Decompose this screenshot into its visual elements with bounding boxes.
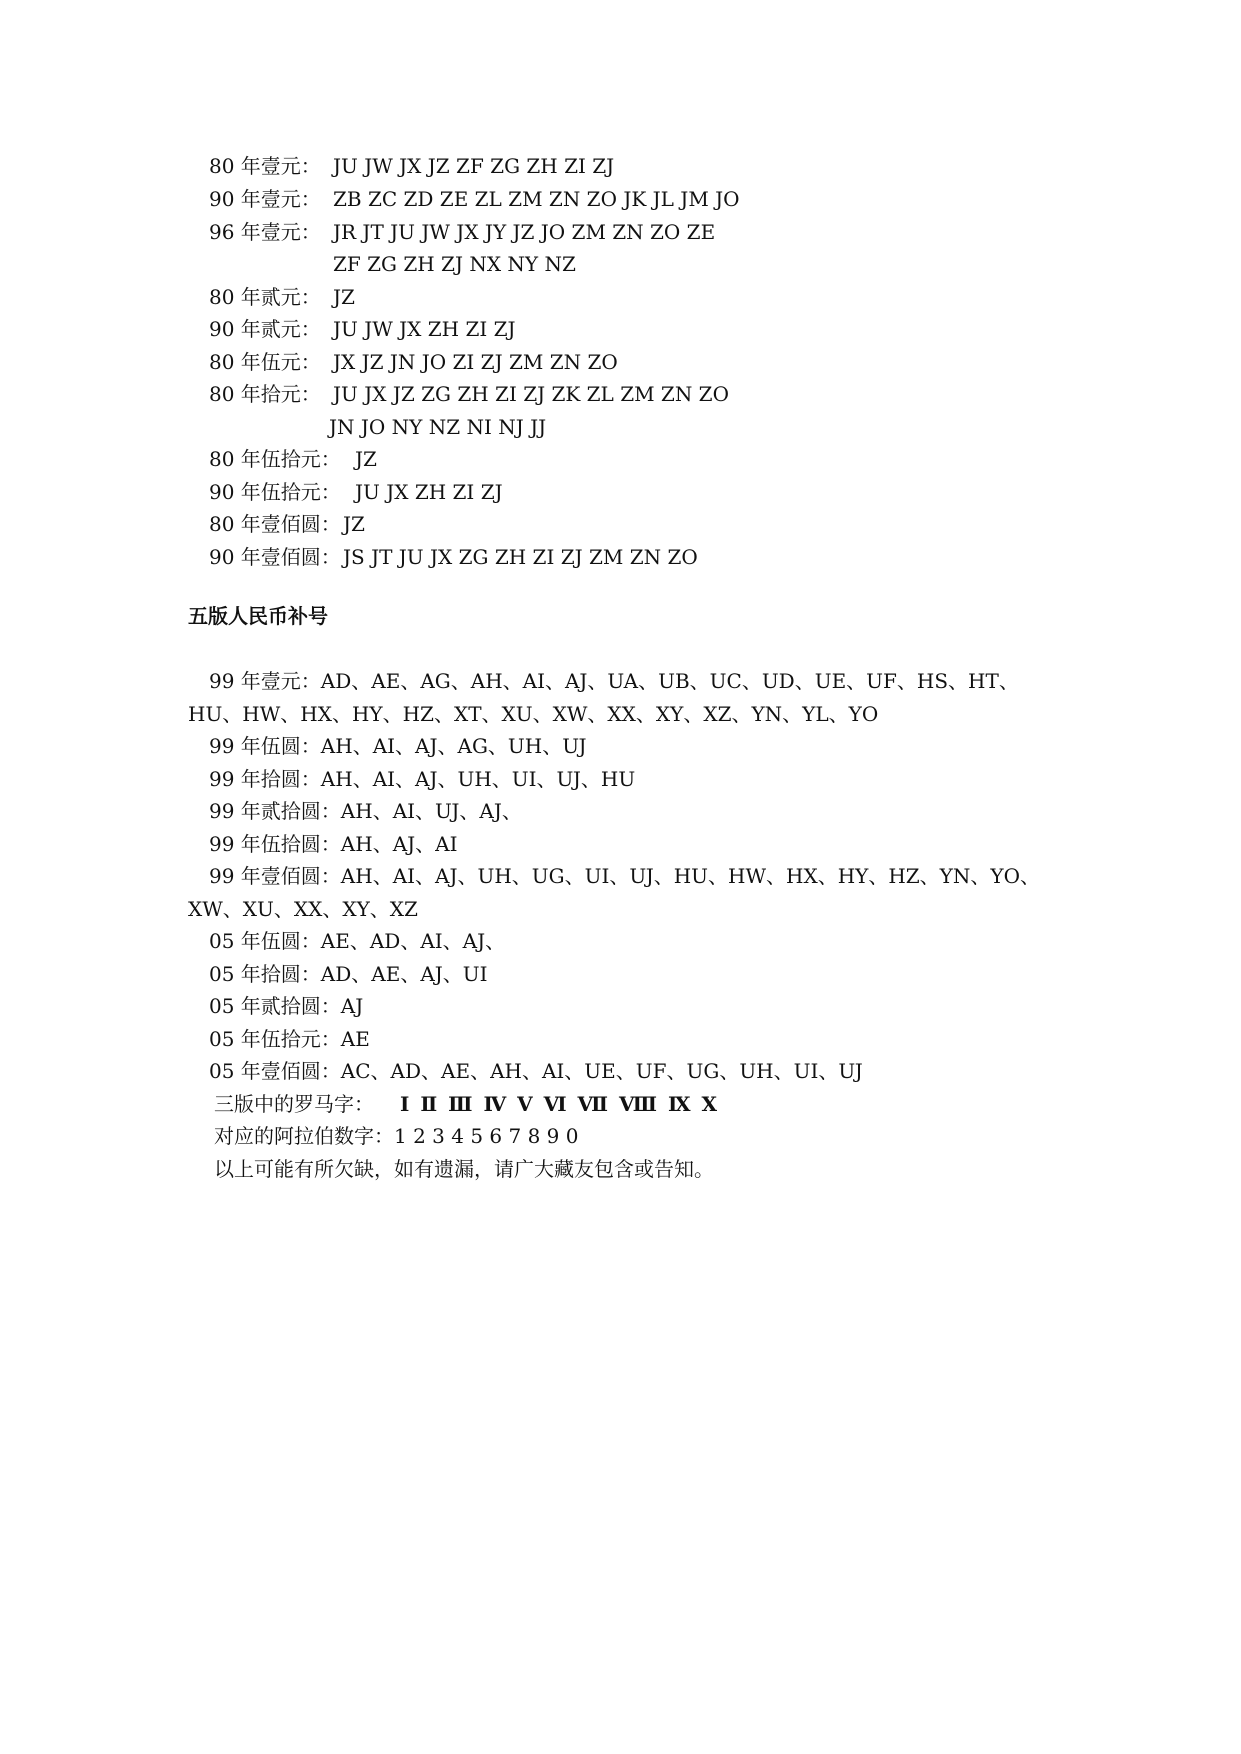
section1-row [209, 350, 618, 374]
row-codes: JU JX ZH ZI ZJ [355, 480, 503, 504]
section1-row [209, 220, 715, 244]
section2-row: 05 年贰拾圆：AJ [209, 994, 364, 1018]
section1-row [209, 512, 365, 536]
row-codes: JZ [343, 512, 365, 536]
section2-row: XW、XU、XX、XY、XZ [188, 897, 418, 921]
section1-row [333, 252, 576, 276]
row-label: 90 年壹元： [209, 187, 321, 211]
section1-row [209, 285, 355, 309]
section1-row [209, 187, 740, 211]
row-label: 80 年壹佰圆： [209, 512, 341, 536]
row-codes: JZ [333, 285, 355, 309]
roman-values: Ⅰ Ⅱ Ⅲ Ⅳ Ⅴ Ⅵ Ⅶ Ⅷ Ⅸ Ⅹ [400, 1092, 719, 1116]
section-heading: 五版人民币补号 [188, 604, 328, 628]
row-codes: JZ [355, 447, 377, 471]
row-codes: JU JW JX ZH ZI ZJ [333, 317, 516, 341]
section2-row: 99 年拾圆：AH、AI、AJ、UH、UI、UJ、HU [209, 767, 636, 791]
section2-row: 99 年壹元：AD、AE、AG、AH、AI、AJ、UA、UB、UC、UD、UE、UF、HS、HT、 [209, 669, 1019, 693]
roman-numeral-row [214, 1092, 719, 1116]
section1-row [209, 545, 698, 569]
row-label: 80 年伍元： [209, 350, 321, 374]
row-label: 90 年壹佰圆： [209, 545, 341, 569]
section2-row: 99 年伍拾圆：AH、AJ、AI [209, 832, 458, 856]
section2-row: 05 年壹佰圆：AC、AD、AE、AH、AI、UE、UF、UG、UH、UI、UJ [209, 1059, 863, 1083]
section2-row: HU、HW、HX、HY、HZ、XT、XU、XW、XX、XY、XZ、YN、YL、YO [188, 702, 879, 726]
row-label: 80 年贰元： [209, 285, 321, 309]
row-label: 96 年壹元： [209, 220, 321, 244]
section2-row: 05 年伍圆：AE、AD、AI、AJ、 [209, 929, 506, 953]
row-codes: ZF ZG ZH ZJ NX NY NZ [333, 252, 576, 276]
row-label: 90 年贰元： [209, 317, 321, 341]
section1-row [209, 317, 516, 341]
row-codes: JU JX JZ ZG ZH ZI ZJ ZK ZL ZM ZN ZO [333, 382, 729, 406]
section1-row [329, 415, 546, 439]
section2-row: 99 年伍圆：AH、AI、AJ、AG、UH、UJ [209, 734, 587, 758]
row-label: 80 年伍拾元： [209, 447, 341, 471]
arabic-numeral-row [214, 1124, 578, 1148]
row-label: 80 年壹元： [209, 154, 321, 178]
section2-row: 05 年拾圆：AD、AE、AJ、UI [209, 962, 488, 986]
arabic-values: 1 2 3 4 5 6 7 8 9 0 [394, 1124, 579, 1148]
section2-row: 05 年伍拾元：AE [209, 1027, 370, 1051]
arabic-label: 对应的阿拉伯数字： [214, 1124, 394, 1148]
row-label: 90 年伍拾元： [209, 480, 341, 504]
section2-row: 99 年壹佰圆：AH、AI、AJ、UH、UG、UI、UJ、HU、HW、HX、HY、HZ、YN、YO、 [209, 864, 1040, 888]
row-codes: JN JO NY NZ NI NJ JJ [329, 415, 547, 439]
closing-note: 以上可能有所欠缺，如有遗漏，请广大藏友包含或告知。 [214, 1157, 714, 1181]
section2-row: 99 年贰拾圆：AH、AI、UJ、AJ、 [209, 799, 522, 823]
section1-row [209, 154, 614, 178]
section1-row [209, 480, 503, 504]
roman-label: 三版中的罗马字： [214, 1092, 374, 1116]
row-codes: JU JW JX JZ ZF ZG ZH ZI ZJ [333, 154, 615, 178]
row-label: 80 年拾元： [209, 382, 321, 406]
row-codes: JR JT JU JW JX JY JZ JO ZM ZN ZO ZE [333, 220, 716, 244]
section1-row [209, 382, 729, 406]
row-codes: JX JZ JN JO ZI ZJ ZM ZN ZO [333, 350, 618, 374]
row-codes: ZB ZC ZD ZE ZL ZM ZN ZO JK JL JM JO [333, 187, 740, 211]
section1-row [209, 447, 377, 471]
row-codes: JS JT JU JX ZG ZH ZI ZJ ZM ZN ZO [343, 545, 698, 569]
